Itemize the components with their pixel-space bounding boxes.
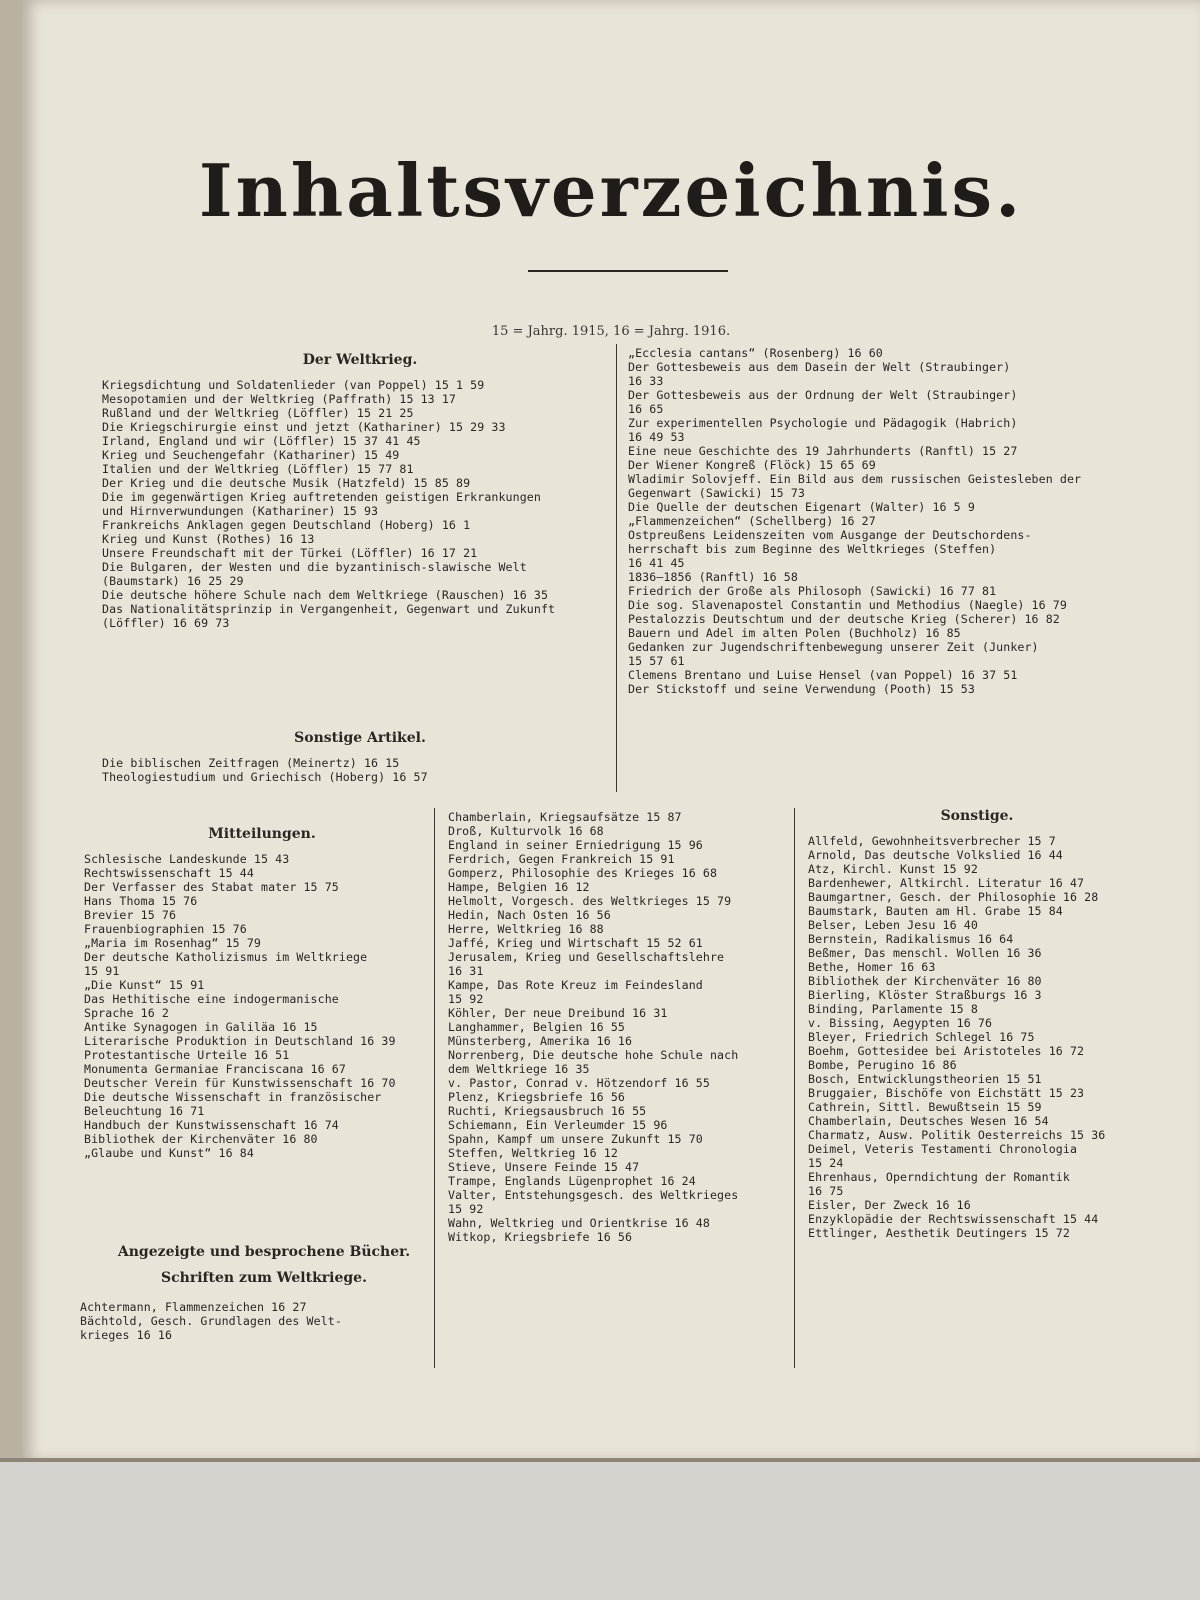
heading-sonstige-artikel: Sonstige Artikel. <box>294 730 426 746</box>
index-entry: Der Gottesbeweis aus der Ordnung der Welt (Straubinger) <box>628 388 1018 402</box>
index-entry: (Baumstark) 16 25 29 <box>102 574 244 588</box>
index-entry: Bethe, Homer 16 63 <box>808 960 936 974</box>
index-entry: 15 24 <box>808 1156 844 1170</box>
heading-sonstige: Sonstige. <box>940 808 1014 824</box>
heading-weltkrieg: Der Weltkrieg. <box>302 352 418 368</box>
index-entry: Jaffé, Krieg und Wirtschaft 15 52 61 <box>448 936 703 950</box>
index-entry: Die im gegenwärtigen Krieg auftretenden geistigen Erkrankungen <box>102 490 541 504</box>
index-entry: Die Kriegschirurgie einst und jetzt (Kathariner) 15 29 33 <box>102 420 506 434</box>
index-entry: Bächtold, Gesch. Grundlagen des Welt- <box>80 1314 342 1328</box>
index-entry: 16 33 <box>628 374 664 388</box>
index-entry: 16 75 <box>808 1184 844 1198</box>
index-entry: 16 41 45 <box>628 556 685 570</box>
index-entry: Der Stickstoff und seine Verwendung (Pooth) 15 53 <box>628 682 975 696</box>
index-entry: Deimel, Veteris Testamenti Chronologia <box>808 1142 1078 1156</box>
index-entry: Wahn, Weltkrieg und Orientkrise 16 48 <box>448 1216 710 1230</box>
index-entry: Ruchti, Kriegsausbruch 16 55 <box>448 1104 647 1118</box>
background-surface <box>0 1462 1200 1600</box>
index-entry: Bibliothek der Kirchenväter 16 80 <box>84 1132 318 1146</box>
index-entry: Deutscher Verein für Kunstwissenschaft 16 70 <box>84 1076 396 1090</box>
index-entry: Ostpreußens Leidenszeiten vom Ausgange der Deutschordens- <box>628 528 1032 542</box>
index-entry: Die biblischen Zeitfragen (Meinertz) 16 15 <box>102 756 400 770</box>
index-entry: Chamberlain, Kriegsaufsätze 15 87 <box>448 810 682 824</box>
index-entry: Bombe, Perugino 16 86 <box>808 1058 957 1072</box>
index-entry: 1836—1856 (Ranftl) 16 58 <box>628 570 798 584</box>
index-entry: dem Weltkriege 16 35 <box>448 1062 590 1076</box>
index-entry: Mesopotamien und der Weltkrieg (Paffrath) 15 13 17 <box>102 392 457 406</box>
index-entry: Wladimir Solovjeff. Ein Bild aus dem russischen Geistesleben der <box>628 472 1082 486</box>
index-entry: und Hirnverwundungen (Kathariner) 15 93 <box>102 504 379 518</box>
index-entry: Monumenta Germaniae Franciscana 16 67 <box>84 1062 346 1076</box>
index-entry: 16 49 53 <box>628 430 685 444</box>
index-entry: Beleuchtung 16 71 <box>84 1104 205 1118</box>
index-entry: krieges 16 16 <box>80 1328 173 1342</box>
index-entry: 15 92 <box>448 1202 484 1216</box>
index-entry: Die Quelle der deutschen Eigenart (Walter) 16 5 9 <box>628 500 975 514</box>
index-entry: Baumgartner, Gesch. der Philosophie 16 28 <box>808 890 1099 904</box>
list-weltkrieg <box>102 378 627 630</box>
index-entry: Italien und der Weltkrieg (Löffler) 15 77 81 <box>102 462 414 476</box>
index-entry: Protestantische Urteile 16 51 <box>84 1048 290 1062</box>
index-entry: Ettlinger, Aesthetik Deutingers 15 72 <box>808 1226 1070 1240</box>
index-entry: Der Wiener Kongreß (Flöck) 15 65 69 <box>628 458 876 472</box>
index-entry: Antike Synagogen in Galiläa 16 15 <box>84 1020 318 1034</box>
index-entry: Allfeld, Gewohnheitsverbrecher 15 7 <box>808 834 1056 848</box>
list-middle-books <box>448 810 793 1244</box>
index-entry: Bruggaier, Bischöfe von Eichstätt 15 23 <box>808 1086 1085 1100</box>
index-entry: Die deutsche Wissenschaft in französischer <box>84 1090 382 1104</box>
heading-buecher: Angezeigte und besprochene Bücher. <box>117 1244 411 1260</box>
index-entry: Bibliothek der Kirchenväter 16 80 <box>808 974 1042 988</box>
list-buecher-weltkrieg <box>80 1300 440 1342</box>
index-entry: Bleyer, Friedrich Schlegel 16 75 <box>808 1030 1035 1044</box>
index-entry: Brevier 15 76 <box>84 908 177 922</box>
index-entry: Der Gottesbeweis aus dem Dasein der Welt (Straubinger) <box>628 360 1011 374</box>
index-entry: „Ecclesia cantans“ (Rosenberg) 16 60 <box>628 346 883 360</box>
index-entry: Bardenhewer, Altkirchl. Literatur 16 47 <box>808 876 1085 890</box>
index-entry: Stieve, Unsere Feinde 15 47 <box>448 1160 640 1174</box>
index-entry: 15 57 61 <box>628 654 685 668</box>
index-entry: Der deutsche Katholizismus im Weltkriege <box>84 950 368 964</box>
index-entry: Ferdrich, Gegen Frankreich 15 91 <box>448 852 675 866</box>
index-entry: Eisler, Der Zweck 16 16 <box>808 1198 971 1212</box>
index-entry: Rußland und der Weltkrieg (Löffler) 15 21 25 <box>102 406 414 420</box>
index-entry: Zur experimentellen Psychologie und Pädagogik (Habrich) <box>628 416 1018 430</box>
index-entry: Bauern und Adel im alten Polen (Buchholz) 16 85 <box>628 626 961 640</box>
index-entry: Krieg und Seuchengefahr (Kathariner) 15 49 <box>102 448 400 462</box>
index-entry: Herre, Weltkrieg 16 88 <box>448 922 604 936</box>
index-entry: „Glaube und Kunst“ 16 84 <box>84 1146 254 1160</box>
index-entry: Hedin, Nach Osten 16 56 <box>448 908 611 922</box>
index-entry: Plenz, Kriegsbriefe 16 56 <box>448 1090 626 1104</box>
index-entry: Friedrich der Große als Philosoph (Sawicki) 16 77 81 <box>628 584 997 598</box>
index-entry: Krieg und Kunst (Rothes) 16 13 <box>102 532 315 546</box>
page-title: Inhaltsverzeichnis. <box>198 148 1024 233</box>
index-entry: Irland, England und wir (Löffler) 15 37 41 45 <box>102 434 421 448</box>
index-entry: Beßmer, Das menschl. Wollen 16 36 <box>808 946 1042 960</box>
index-entry: Köhler, Der neue Dreibund 16 31 <box>448 1006 668 1020</box>
index-entry: Charmatz, Ausw. Politik Oesterreichs 15 36 <box>808 1128 1106 1142</box>
index-entry: Valter, Entstehungsgesch. des Weltkrieges <box>448 1188 739 1202</box>
index-entry: Das Hethitische eine indogermanische <box>84 992 339 1006</box>
index-entry: Ehrenhaus, Operndichtung der Romantik <box>808 1170 1070 1184</box>
index-entry: Witkop, Kriegsbriefe 16 56 <box>448 1230 633 1244</box>
index-entry: Frauenbiographien 15 76 <box>84 922 247 936</box>
index-entry: „Maria im Rosenhag“ 15 79 <box>84 936 262 950</box>
index-entry: Cathrein, Sittl. Bewußtsein 15 59 <box>808 1100 1042 1114</box>
index-entry: Pestalozzis Deutschtum und der deutsche Krieg (Scherer) 16 82 <box>628 612 1060 626</box>
column-divider-top <box>616 344 617 792</box>
year-legend: 15 = Jahrg. 1915, 16 = Jahrg. 1916. <box>491 324 731 339</box>
index-entry: „Die Kunst“ 15 91 <box>84 978 205 992</box>
book-spine <box>0 0 22 1462</box>
index-entry: 16 31 <box>448 964 484 978</box>
index-entry: Der Krieg und die deutsche Musik (Hatzfeld) 15 85 89 <box>102 476 471 490</box>
list-sonstige <box>808 834 1160 1240</box>
index-entry: Bierling, Klöster Straßburgs 16 3 <box>808 988 1042 1002</box>
list-mitteilungen <box>84 852 444 1160</box>
document-page <box>22 0 1200 1462</box>
index-entry: Arnold, Das deutsche Volkslied 16 44 <box>808 848 1063 862</box>
index-entry: Unsere Freundschaft mit der Türkei (Löffler) 16 17 21 <box>102 546 478 560</box>
index-entry: Handbuch der Kunstwissenschaft 16 74 <box>84 1118 339 1132</box>
index-entry: Theologiestudium und Griechisch (Hoberg) 16 57 <box>102 770 428 784</box>
index-entry: Gomperz, Philosophie des Krieges 16 68 <box>448 866 718 880</box>
index-entry: 15 92 <box>448 992 484 1006</box>
index-entry: Der Verfasser des Stabat mater 15 75 <box>84 880 339 894</box>
index-entry: Droß, Kulturvolk 16 68 <box>448 824 604 838</box>
index-entry: Langhammer, Belgien 16 55 <box>448 1020 626 1034</box>
index-entry: Helmolt, Vorgesch. des Weltkrieges 15 79 <box>448 894 732 908</box>
index-entry: Trampe, Englands Lügenprophet 16 24 <box>448 1174 696 1188</box>
index-entry: v. Bissing, Aegypten 16 76 <box>808 1016 993 1030</box>
index-entry: Die sog. Slavenapostel Constantin und Methodius (Naegle) 16 79 <box>628 598 1067 612</box>
index-entry: Hans Thoma 15 76 <box>84 894 198 908</box>
list-right-articles <box>628 346 1158 696</box>
index-entry: Gedanken zur Jugendschriftenbewegung unserer Zeit (Junker) <box>628 640 1039 654</box>
index-entry: Binding, Parlamente 15 8 <box>808 1002 978 1016</box>
index-entry: 15 91 <box>84 964 120 978</box>
index-entry: Atz, Kirchl. Kunst 15 92 <box>808 862 978 876</box>
index-entry: Kampe, Das Rote Kreuz im Feindesland <box>448 978 703 992</box>
index-entry: Die Bulgaren, der Westen und die byzantinisch-slawische Welt <box>102 560 527 574</box>
index-entry: Schlesische Landeskunde 15 43 <box>84 852 290 866</box>
heading-schriften-weltkrieg: Schriften zum Weltkriege. <box>161 1270 367 1286</box>
index-entry: v. Pastor, Conrad v. Hötzendorf 16 55 <box>448 1076 710 1090</box>
title-rule <box>528 270 728 272</box>
index-entry: (Löffler) 16 69 73 <box>102 616 230 630</box>
index-entry: Steffen, Weltkrieg 16 12 <box>448 1146 618 1160</box>
index-entry: Bosch, Entwicklungstheorien 15 51 <box>808 1072 1042 1086</box>
index-entry: Frankreichs Anklagen gegen Deutschland (Hoberg) 16 1 <box>102 518 471 532</box>
index-entry: Achtermann, Flammenzeichen 16 27 <box>80 1300 307 1314</box>
column-divider-left <box>434 808 435 1368</box>
heading-mitteilungen: Mitteilungen. <box>208 826 316 842</box>
index-entry: herrschaft bis zum Beginne des Weltkrieges (Steffen) <box>628 542 997 556</box>
index-entry: Hampe, Belgien 16 12 <box>448 880 590 894</box>
index-entry: Boehm, Gottesidee bei Aristoteles 16 72 <box>808 1044 1085 1058</box>
index-entry: Bernstein, Radikalismus 16 64 <box>808 932 1014 946</box>
list-sonstige-artikel <box>102 756 627 784</box>
index-entry: Schiemann, Ein Verleumder 15 96 <box>448 1118 668 1132</box>
index-entry: Eine neue Geschichte des 19 Jahrhunderts (Ranftl) 15 27 <box>628 444 1018 458</box>
index-entry: Kriegsdichtung und Soldatenlieder (van Poppel) 15 1 59 <box>102 378 485 392</box>
index-entry: Münsterberg, Amerika 16 16 <box>448 1034 633 1048</box>
index-entry: Enzyklopädie der Rechtswissenschaft 15 44 <box>808 1212 1099 1226</box>
index-entry: 16 65 <box>628 402 664 416</box>
index-entry: Das Nationalitätsprinzip in Vergangenheit, Gegenwart und Zukunft <box>102 602 556 616</box>
index-entry: Norrenberg, Die deutsche hohe Schule nach <box>448 1048 739 1062</box>
index-entry: Jerusalem, Krieg und Gesellschaftslehre <box>448 950 725 964</box>
index-entry: Spahn, Kampf um unsere Zukunft 15 70 <box>448 1132 703 1146</box>
index-entry: Baumstark, Bauten am Hl. Grabe 15 84 <box>808 904 1063 918</box>
index-entry: Literarische Produktion in Deutschland 16 39 <box>84 1034 396 1048</box>
index-entry: Clemens Brentano und Luise Hensel (van Poppel) 16 37 51 <box>628 668 1018 682</box>
column-divider-right <box>794 808 795 1368</box>
index-entry: „Flammenzeichen“ (Schellberg) 16 27 <box>628 514 876 528</box>
index-entry: Gegenwart (Sawicki) 15 73 <box>628 486 806 500</box>
index-entry: Chamberlain, Deutsches Wesen 16 54 <box>808 1114 1049 1128</box>
index-entry: Die deutsche höhere Schule nach dem Weltkriege (Rauschen) 16 35 <box>102 588 549 602</box>
index-entry: Sprache 16 2 <box>84 1006 169 1020</box>
index-entry: Belser, Leben Jesu 16 40 <box>808 918 978 932</box>
index-entry: Rechtswissenschaft 15 44 <box>84 866 254 880</box>
index-entry: England in seiner Erniedrigung 15 96 <box>448 838 703 852</box>
